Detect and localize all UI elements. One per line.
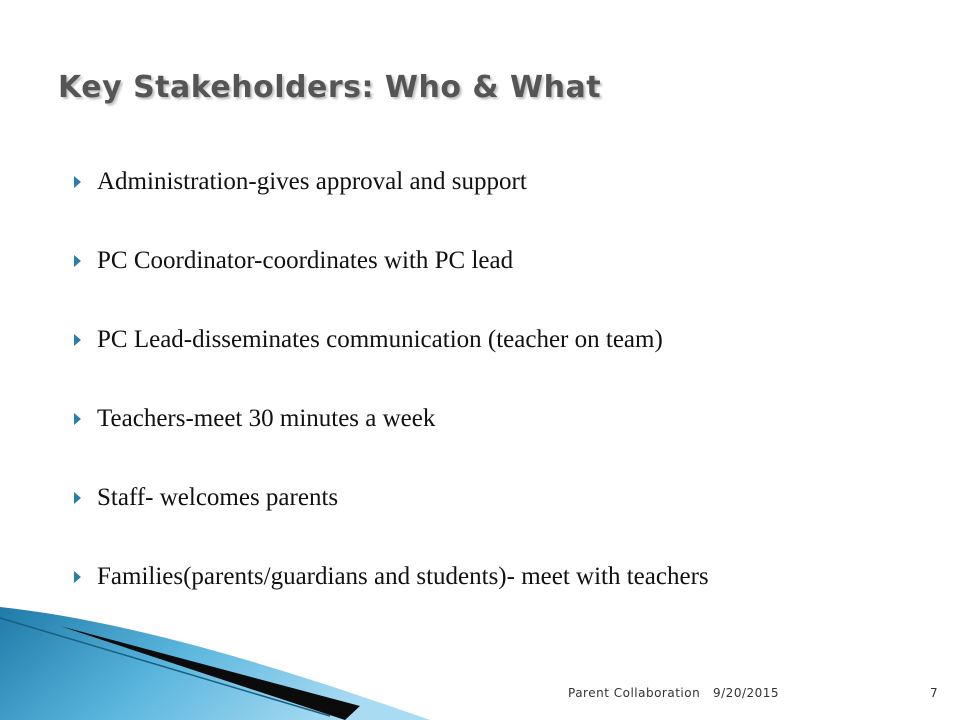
bullet-text: Teachers-meet 30 minutes a week: [97, 405, 436, 432]
bullet-text: Administration-gives approval and support: [97, 168, 527, 195]
bullet-list: [72, 162, 709, 636]
arrow-right-icon: [74, 571, 81, 583]
page-number: 7: [930, 686, 939, 700]
bullet-item: [72, 162, 709, 202]
arrow-right-icon: [74, 492, 81, 504]
bullet-item: [72, 241, 709, 281]
bullet-item: [72, 399, 709, 439]
footer-date: 9/20/2015: [713, 686, 780, 700]
bullet-item: [72, 478, 709, 518]
bullet-text: Families(parents/guardians and students)- meet with teachers: [97, 563, 709, 590]
slide-title: Key Stakeholders: Who & What: [58, 70, 602, 105]
bullet-item: [72, 557, 709, 597]
arrow-right-icon: [74, 334, 81, 346]
bullet-item: [72, 320, 709, 360]
arrow-right-icon: [74, 413, 81, 425]
arrow-right-icon: [74, 176, 81, 188]
arrow-right-icon: [74, 255, 81, 267]
bullet-text: PC Lead-disseminates communication (teacher on team): [97, 326, 663, 353]
bullet-text: PC Coordinator-coordinates with PC lead: [97, 247, 514, 274]
bullet-text: Staff- welcomes parents: [97, 484, 339, 511]
footer-title: Parent Collaboration: [568, 686, 701, 700]
